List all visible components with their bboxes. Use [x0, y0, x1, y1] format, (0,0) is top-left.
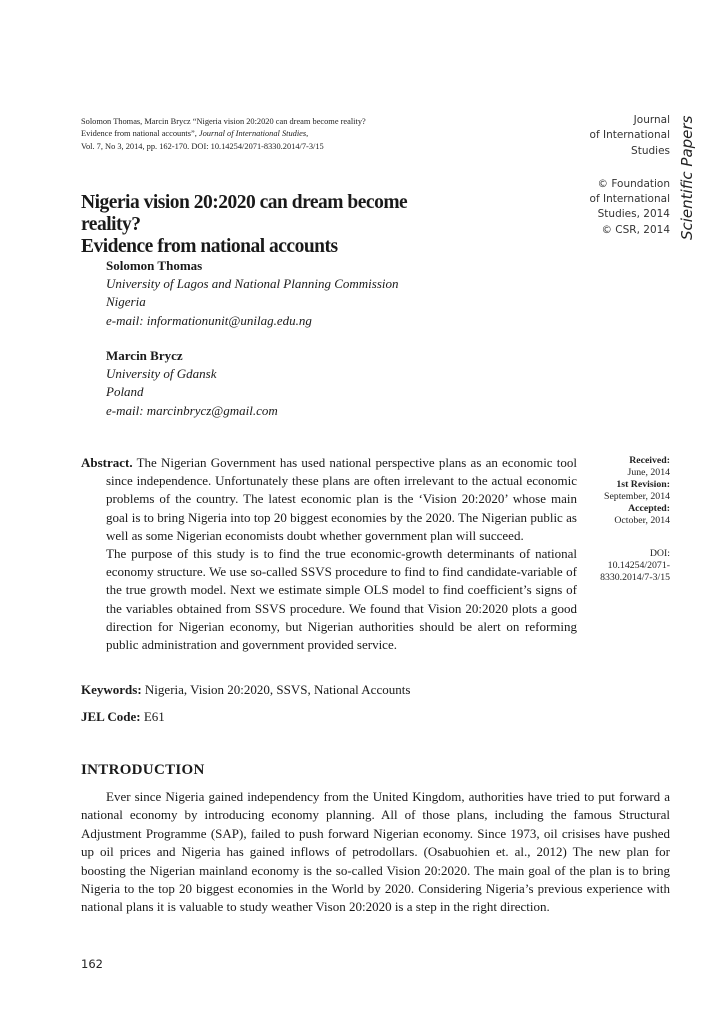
copyright-line-1: © Foundation [597, 177, 670, 190]
jel-label: JEL Code: [81, 709, 141, 724]
author-name: Solomon Thomas [106, 258, 203, 273]
received-label: Received: [629, 455, 670, 466]
journal-info [540, 113, 670, 238]
revision-date: September, 2014 [604, 491, 670, 503]
copyright-line-3: Studies, 2014 [597, 208, 670, 221]
citation-journal-name: Journal of International Studies [198, 129, 307, 139]
copyright-line-4: © CSR, 2014 [601, 223, 670, 236]
author-country: Nigeria [106, 294, 146, 310]
title-line-1: Nigeria vision 20:2020 can dream become reality? [81, 192, 408, 235]
accepted-label: Accepted: [628, 503, 670, 515]
author-block-1 [106, 257, 466, 330]
jel-code [81, 708, 661, 726]
abstract-paragraph-1 [81, 454, 577, 545]
title-line-2: Evidence from national accounts [81, 236, 338, 257]
author-email[interactable]: e-mail: informationunit@unilag.edu.ng [106, 312, 312, 328]
author-block-2 [106, 347, 466, 420]
journal-name-line-1: Journal [633, 114, 670, 126]
citation-line-2-text: Evidence from national accounts”, [81, 129, 199, 139]
citation-line-3: Vol. 7, No 3, 2014, pp. 162-170. DOI: 10.14254/2071-8330.2014/7-3/15 [81, 141, 324, 151]
citation-line-1: Solomon Thomas, Marcin Brycz “Nigeria vision 20:2020 can dream become reality? [81, 117, 366, 126]
keywords-value: Nigeria, Vision 20:2020, SSVS, National Accounts [144, 682, 411, 697]
revision-label: 1st Revision: [616, 479, 670, 491]
citation-line-2 [81, 128, 481, 140]
paper-title [81, 192, 471, 258]
doi-line-1: 10.14254/2071- [607, 559, 670, 571]
vertical-section-label: Scientific Papers [678, 115, 696, 240]
citation-line-2-end: , [306, 129, 309, 139]
accepted-date: October, 2014 [614, 515, 670, 527]
journal-name-line-2: of International [589, 129, 670, 142]
abstract [81, 454, 577, 654]
jel-value: E61 [143, 709, 165, 724]
journal-name-line-3: Studies [631, 144, 670, 157]
doi-label: DOI: [649, 547, 670, 559]
abstract-text-1: The Nigerian Government has used national perspective plans as an economic tool since independence. Unfortunately these plans are often irrelevant to the actual economic problems of the country. The latest economic plan is the ‘Vision 20:2020’ whose main goal is to bring Nigeria into top 20 biggest economies by the 2020. The Nigerian public as well as some Nigerian economists doubt whether government plan will succeed. [106, 455, 577, 543]
author-country: Poland [106, 384, 144, 400]
article-dates [560, 455, 670, 584]
abstract-paragraph-2: The purpose of this study is to find the true economic-growth determinants of national economy structure. We use so-called SSVS procedure to find to find candidate-variable of the true growth model. Next we estimate simple OLS model to find coefficient’s signs of the variables obtained from SSVS procedure. We found that Vision 20:2020 plots a good direction for Nigerian economy, but Nigerian authorities should be alert on reforming public administration and government provided service. [106, 546, 577, 653]
author-affiliation: University of Gdansk [106, 366, 217, 382]
citation-header [81, 116, 481, 153]
received-date: June, 2014 [627, 467, 670, 479]
page-number: 162 [81, 957, 103, 971]
author-affiliation: University of Lagos and National Planning Commission [106, 276, 399, 292]
keywords-label: Keywords: [81, 682, 142, 697]
introduction-paragraph: Ever since Nigeria gained independency from the United Kingdom, authorities have tried to put forward a national economy by introducing economy planning. All of those plans, including the famous Structural Adjustment Programme (SAP), failed to push forward Nigerian economy. Since 1973, oil crisises have pushed up oil prices and Nigeria has gained inflows of petrodollars. (Osabuohien et. al., 2012) The new plan for boosting the Nigerian mainland economy is the so-called Vision 20:2020. The main goal of the plan is to bring Nigeria to the top 20 biggest economies in the World by 2020. Considering Nigeria’s previous experience with national plans it is valuable to study weather Vison 20:2020 is a step in the right direction. [81, 789, 670, 915]
keywords [81, 681, 661, 699]
author-email[interactable]: e-mail: marcinbrycz@gmail.com [106, 402, 278, 418]
introduction-heading: INTRODUCTION [81, 762, 205, 778]
copyright-line-2: of International [589, 193, 670, 206]
doi-line-2: 8330.2014/7-3/15 [600, 571, 670, 583]
author-name: Marcin Brycz [106, 348, 183, 363]
abstract-label: Abstract. [81, 455, 133, 470]
